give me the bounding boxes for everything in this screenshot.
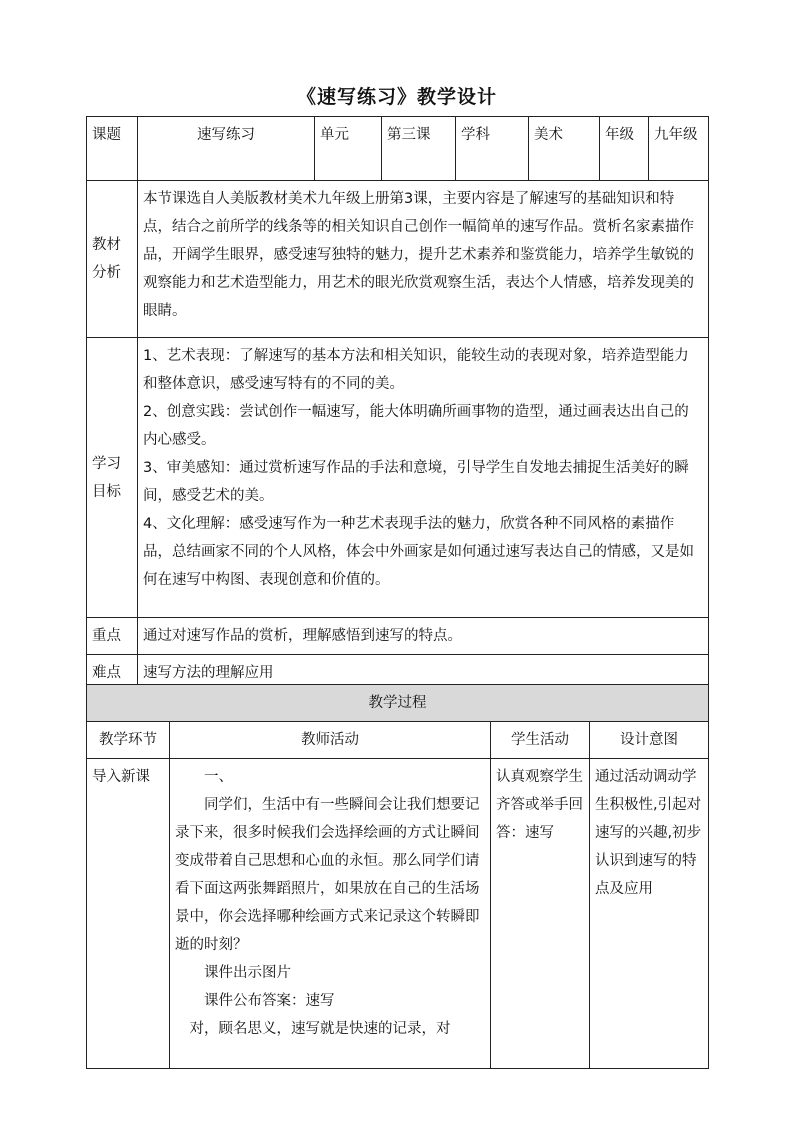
goal-item: 1、艺术表现：了解速写的基本方法和相关知识，能较生动的表现对象，培养造型能力和整体意识，感受速写特有的不同的美。: [143, 348, 689, 392]
subject-label: 学科: [456, 117, 529, 181]
grade-label: 年级: [600, 117, 649, 181]
teacher-paragraph: 课件出示图片: [204, 965, 291, 981]
analysis-text: 本节课选自人美版教材美术九年级上册第3课，主要内容是了解速写的基础知识和特点，结合之前所学的线条等的相关知识自己创作一幅简单的速写作品。赏析名家素描作品，开阔学生眼界，感受速写独特的魅力，提升艺术素养和鉴赏能力，培养学生敏锐的观察能力和艺术造型能力，用艺术的眼光欣赏观察生活，表达个人情感，培养发现美的眼睛。: [138, 181, 709, 338]
goals-list: [138, 338, 709, 618]
document-title: 《速写练习》教学设计: [296, 86, 497, 108]
goal-item: 3、审美感知：通过赏析速写作品的手法和意境，引导学生自发地去捕捉生活美好的瞬间，感受艺术的美。: [143, 460, 689, 504]
design-intent-cell: 通过活动调动学生积极性,引起对速写的兴趣,初步认识到速写的特点及应用: [590, 759, 709, 1069]
stage-cell: 导入新课: [87, 759, 170, 1069]
subject-value: 美术: [529, 117, 600, 181]
unit-label: 单元: [315, 117, 382, 181]
col-header-intent: 设计意图: [590, 722, 709, 759]
analysis-label: 教材分析: [87, 181, 138, 338]
col-header-student: 学生活动: [491, 722, 590, 759]
unit-value: 第三课: [382, 117, 456, 181]
col-header-stage: 教学环节: [87, 722, 170, 759]
process-title: 教学过程: [87, 685, 709, 722]
course-info-table: [86, 116, 709, 692]
teacher-paragraph: 对，顾名思义，速写就是快速的记录，对: [189, 1021, 451, 1037]
col-header-teacher: 教师活动: [170, 722, 491, 759]
key-point-text: 通过对速写作品的赏析，理解感悟到速写的特点。: [138, 618, 709, 655]
topic-label: 课题: [87, 117, 138, 181]
key-point-label: 重点: [87, 618, 138, 655]
teacher-paragraph: 课件公布答案：速写: [204, 993, 335, 1009]
difficulty-text: 速写方法的理解应用: [138, 655, 709, 692]
teacher-activity-cell: [170, 759, 491, 1069]
goal-item: 2、创意实践：尝试创作一幅速写，能大体明确所画事物的造型，通过画表达出自己的内心感受。: [143, 404, 689, 448]
teacher-paragraph: 一、: [204, 769, 233, 785]
grade-value: 九年级: [649, 117, 709, 181]
topic-value: 速写练习: [138, 117, 315, 181]
difficulty-label: 难点: [87, 655, 138, 692]
teacher-paragraph: 同学们，生活中有一些瞬间会让我们想要记录下来，很多时候我们会选择绘画的方式让瞬间变成带着自己思想和心血的永恒。那么同学们请看下面这两张舞蹈照片，如果放在自己的生活场景中，你会选择哪种绘画方式来记录这个转瞬即逝的时刻？: [175, 797, 480, 953]
goal-item: 4、文化理解：感受速写作为一种艺术表现手法的魅力，欣赏各种不同风格的素描作品，总结画家不同的个人风格，体会中外画家是如何通过速写表达自己的情感，又是如何在速写中构图、表现创意和价值的。: [143, 516, 694, 588]
teaching-process-table: [86, 684, 709, 1069]
student-activity-cell: 认真观察学生齐答或举手回答：速写: [491, 759, 590, 1069]
goals-label: 学习目标: [87, 338, 138, 618]
